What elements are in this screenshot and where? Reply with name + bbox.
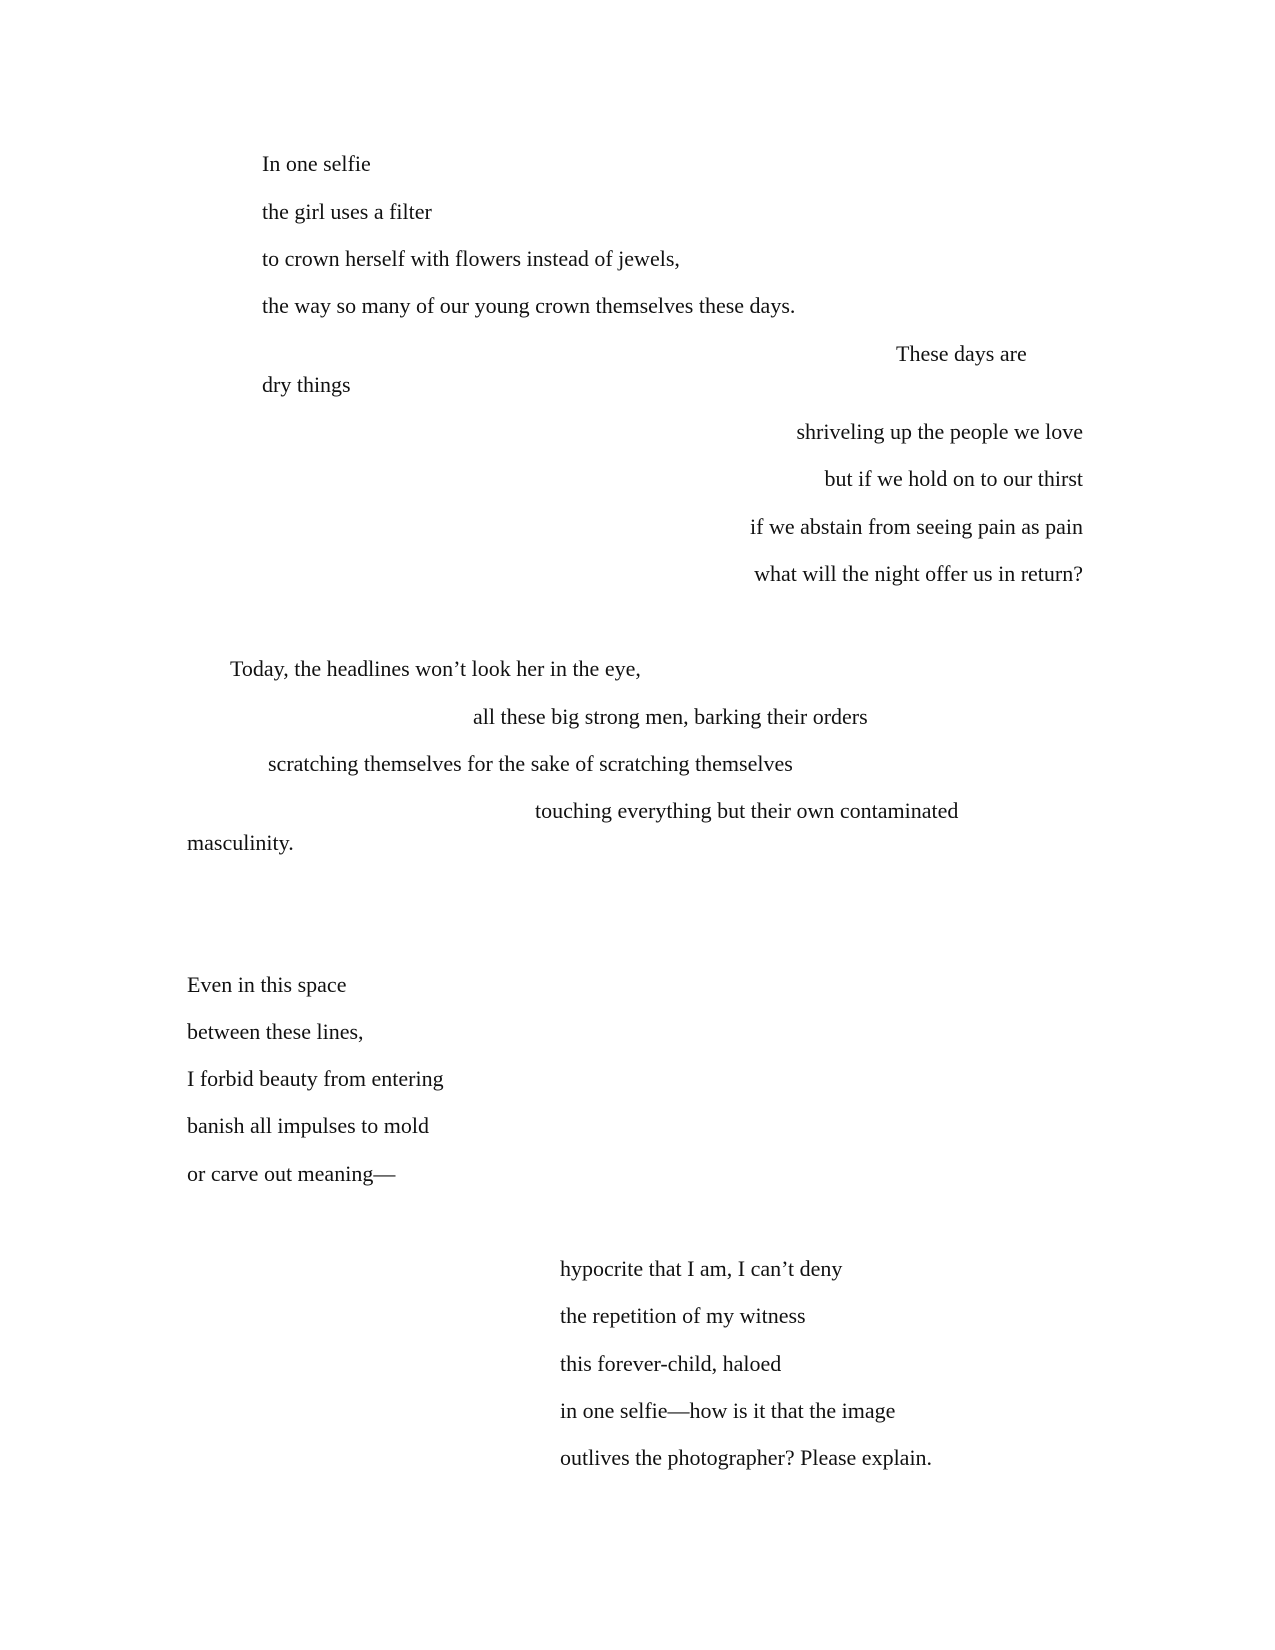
- poem-line: Even in this space: [187, 972, 347, 997]
- poem-line: between these lines,: [187, 1019, 364, 1044]
- poem-line: in one selfie—how is it that the image: [560, 1398, 896, 1423]
- poem-line: the repetition of my witness: [560, 1303, 806, 1328]
- poem-line: scratching themselves for the sake of scratching themselves: [268, 751, 793, 776]
- poem-line: or carve out meaning—: [187, 1161, 396, 1186]
- poem-line: but if we hold on to our thirst: [824, 466, 1083, 491]
- poem-line: if we abstain from seeing pain as pain: [750, 514, 1083, 539]
- poem-line: the way so many of our young crown themselves these days.: [262, 293, 796, 318]
- poem-line: what will the night offer us in return?: [754, 561, 1083, 586]
- poem-line: outlives the photographer? Please explain.: [560, 1445, 933, 1470]
- poem-line: all these big strong men, barking their orders: [473, 704, 868, 729]
- poem-line: dry things: [262, 372, 351, 397]
- poem-line: masculinity.: [187, 830, 294, 855]
- poem-line: touching everything but their own contaminated: [535, 798, 959, 823]
- poem-line: banish all impulses to mold: [187, 1113, 429, 1138]
- poem-line: These days are: [896, 341, 1027, 366]
- poem-line: In one selfie: [262, 151, 371, 176]
- poem-line: this forever-child, haloed: [560, 1351, 782, 1376]
- poem-line: hypocrite that I am, I can’t deny: [560, 1256, 843, 1281]
- poem-line: Today, the headlines won’t look her in the eye,: [230, 656, 641, 681]
- poem-line: I forbid beauty from entering: [187, 1066, 444, 1091]
- poem-line: shriveling up the people we love: [796, 419, 1083, 444]
- poem-line: to crown herself with flowers instead of jewels,: [262, 246, 680, 271]
- poem-line: the girl uses a filter: [262, 199, 432, 224]
